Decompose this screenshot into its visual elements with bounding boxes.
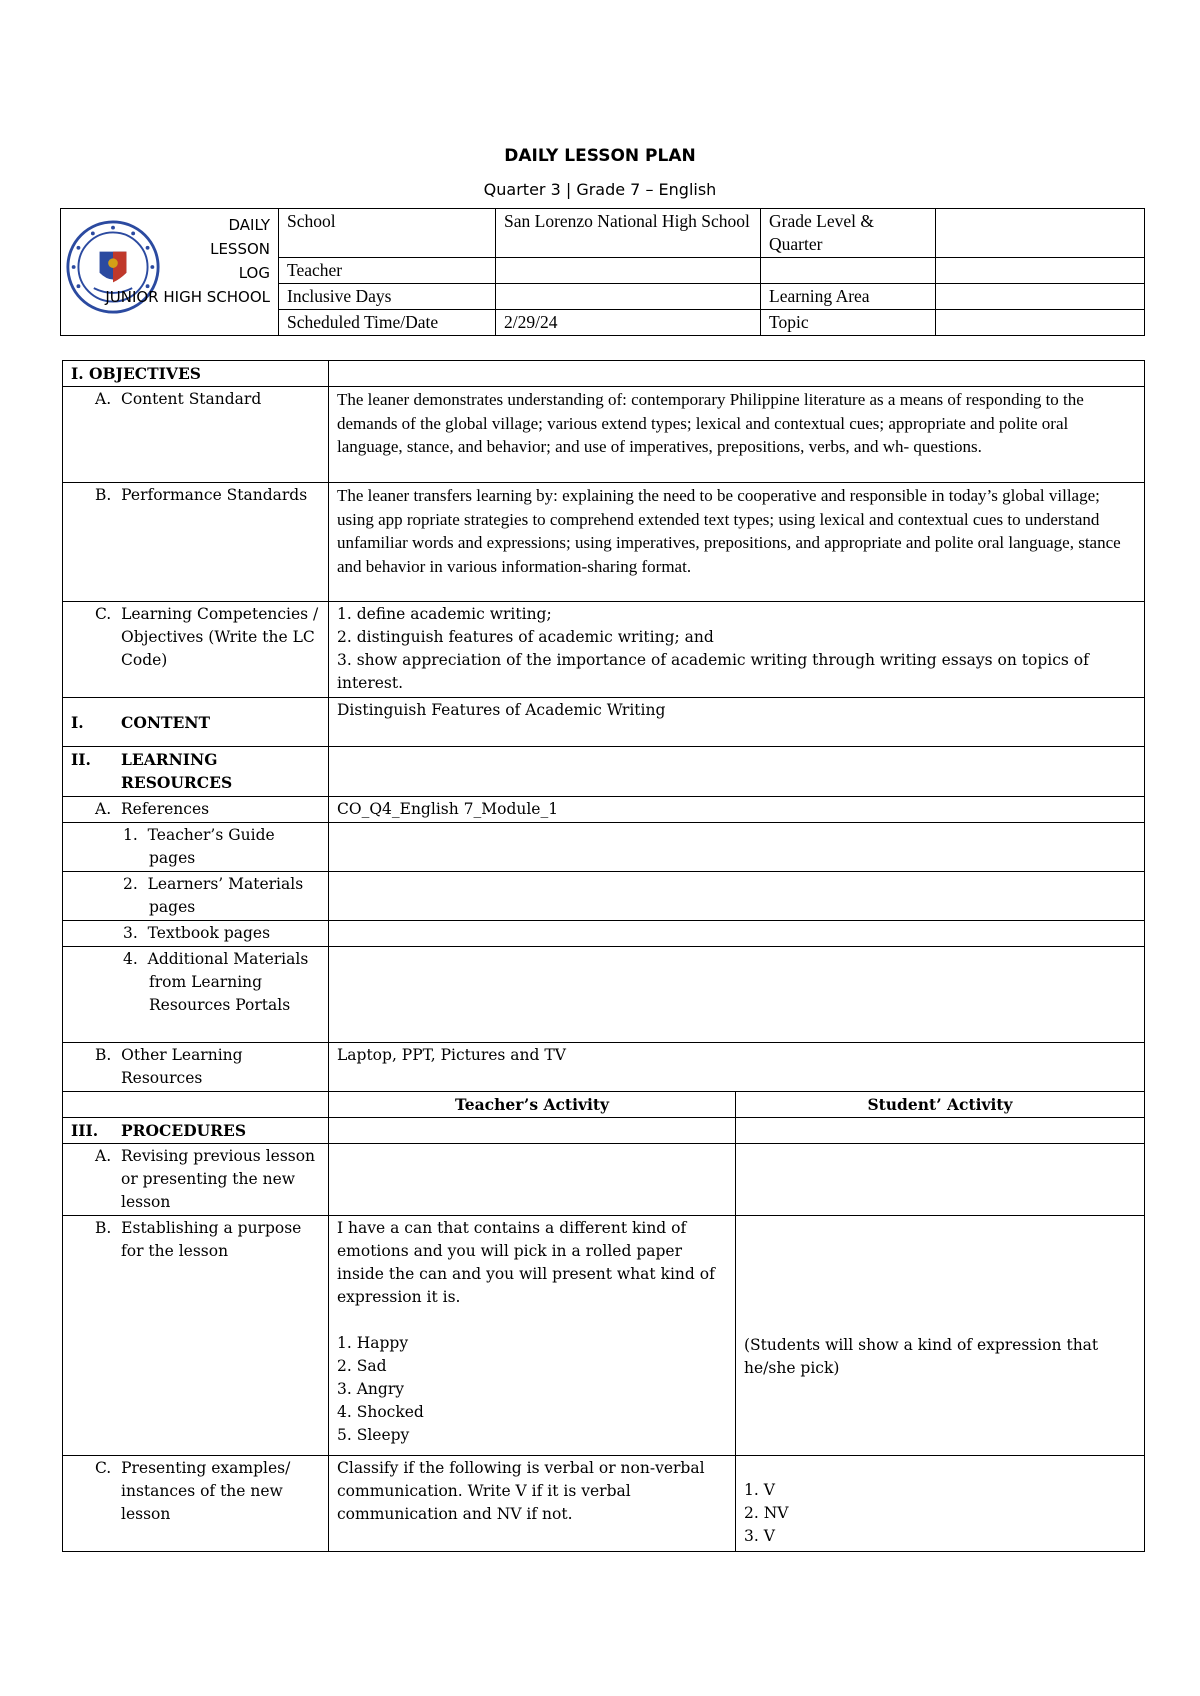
answer-item-1: 1. V — [744, 1481, 775, 1499]
logo-line-lesson: LESSON — [210, 240, 270, 258]
procedures-teacher-blank — [329, 1118, 736, 1144]
activity-header-blank — [63, 1092, 329, 1118]
proc-b-student: (Students will show a kind of expression that he/she pick) — [736, 1216, 1145, 1456]
emotion-item-4: 4. Shocked — [337, 1403, 424, 1421]
page-subtitle: Quarter 3 | Grade 7 – English — [483, 180, 717, 199]
proc-c-student — [736, 1456, 1145, 1552]
logo-line-log: LOG — [238, 264, 270, 282]
proc-a-label: A. Revising previous lesson or presenting the new lesson — [63, 1144, 329, 1216]
competencies-list — [329, 602, 1145, 698]
learning-area-label: Learning Area — [761, 284, 936, 310]
proc-a-student — [736, 1144, 1145, 1216]
references-value: CO_Q4_English 7_Module_1 — [329, 797, 1145, 823]
grade-level-label: Grade Level & Quarter — [761, 209, 936, 258]
deped-logo-cell — [61, 209, 279, 336]
textbook-pages-label: 3. Textbook pages — [63, 921, 329, 947]
proc-a-teacher — [329, 1144, 736, 1216]
additional-materials-label: 4. Additional Materials from Learning Resources Portals — [63, 947, 329, 1043]
inclusive-days-value — [496, 284, 761, 310]
procedures-student-blank — [736, 1118, 1145, 1144]
content-standard-text: The leaner demonstrates understanding of: contemporary Philippine literature as a means of responding to the demands of the global village; various extend types; lexical and contextual cues; appropriate and polite oral language, stance, and behavior; and use of imperatives, prepositions, verbs, and wh- questions. — [329, 387, 1145, 483]
student-activity-heading: Student’ Activity — [736, 1092, 1145, 1118]
additional-materials-value — [329, 947, 1145, 1043]
learners-materials-value — [329, 872, 1145, 921]
teacher-activity-heading: Teacher’s Activity — [329, 1092, 736, 1118]
emotion-item-1: 1. Happy — [337, 1334, 409, 1352]
competency-item-3: 3. show appreciation of the importance of academic writing through writing essays on topics of interest. — [337, 651, 1089, 692]
topic-value — [936, 310, 1145, 336]
competency-item-1: 1. define academic writing; — [337, 605, 552, 623]
topic-label: Topic — [761, 310, 936, 336]
performance-standards-label: B. Performance Standards — [63, 483, 329, 602]
other-resources-label: B. Other Learning Resources — [63, 1043, 329, 1092]
teacher-blank-cell-2 — [936, 258, 1145, 284]
procedures-heading: III. PROCEDURES — [63, 1118, 329, 1144]
learners-materials-label: 2. Learners’ Materials pages — [63, 872, 329, 921]
competency-item-2: 2. distinguish features of academic writing; and — [337, 628, 714, 646]
emotion-item-5: 5. Sleepy — [337, 1426, 410, 1444]
proc-b-label: B. Establishing a purpose for the lesson — [63, 1216, 329, 1456]
content-value: Distinguish Features of Academic Writing — [329, 698, 1145, 747]
teachers-guide-label: 1. Teacher’s Guide pages — [63, 823, 329, 872]
inclusive-days-label: Inclusive Days — [279, 284, 496, 310]
competencies-label: C. Learning Competencies / Objectives (Write the LC Code) — [63, 602, 329, 698]
content-heading: I. CONTENT — [63, 698, 329, 747]
other-resources-value: Laptop, PPT, Pictures and TV — [329, 1043, 1145, 1092]
page-title: DAILY LESSON PLAN — [504, 146, 696, 166]
header-info-table — [60, 208, 1145, 336]
lesson-plan-table — [62, 360, 1145, 1552]
grade-level-value — [936, 209, 1145, 258]
school-value: San Lorenzo National High School — [496, 209, 761, 258]
emotion-item-2: 2. Sad — [337, 1357, 387, 1375]
proc-b-teacher — [329, 1216, 736, 1456]
answer-item-3: 3. V — [744, 1527, 775, 1545]
proc-c-teacher: Classify if the following is verbal or non-verbal communication. Write V if it is verbal communication and NV if not. — [329, 1456, 736, 1552]
teacher-value — [496, 258, 761, 284]
logo-line-junior-high: JUNIOR HIGH SCHOOL — [105, 288, 270, 306]
objectives-heading: I. OBJECTIVES — [63, 361, 329, 387]
performance-standards-text: The leaner transfers learning by: explaining the need to be cooperative and responsible in today’s global village; using app ropriate strategies to comprehend extended text types; using lexical and contextual cues to understand unfamiliar words and expressions; using imperatives, prepositions, and appropriate and polite oral language, stance and behavior in various information-sharing format. — [329, 483, 1145, 602]
logo-line-daily: DAILY — [228, 216, 270, 234]
references-label: A. References — [63, 797, 329, 823]
learning-resources-heading: II. LEARNING RESOURCES — [63, 747, 329, 797]
teacher-blank-cell — [761, 258, 936, 284]
teacher-label: Teacher — [279, 258, 496, 284]
proc-b-teacher-text: I have a can that contains a different kind of emotions and you will pick in a rolled paper inside the can and you will present what kind of expression it is. — [337, 1219, 715, 1306]
teachers-guide-value — [329, 823, 1145, 872]
answer-item-2: 2. NV — [744, 1504, 789, 1522]
school-label: School — [279, 209, 496, 258]
learning-resources-blank — [329, 747, 1145, 797]
textbook-pages-value — [329, 921, 1145, 947]
content-standard-label: A. Content Standard — [63, 387, 329, 483]
objectives-blank — [329, 361, 1145, 387]
scheduled-time-label: Scheduled Time/Date — [279, 310, 496, 336]
learning-area-value — [936, 284, 1145, 310]
proc-c-label: C. Presenting examples/ instances of the new lesson — [63, 1456, 329, 1552]
emotion-item-3: 3. Angry — [337, 1380, 404, 1398]
scheduled-time-value: 2/29/24 — [496, 310, 761, 336]
